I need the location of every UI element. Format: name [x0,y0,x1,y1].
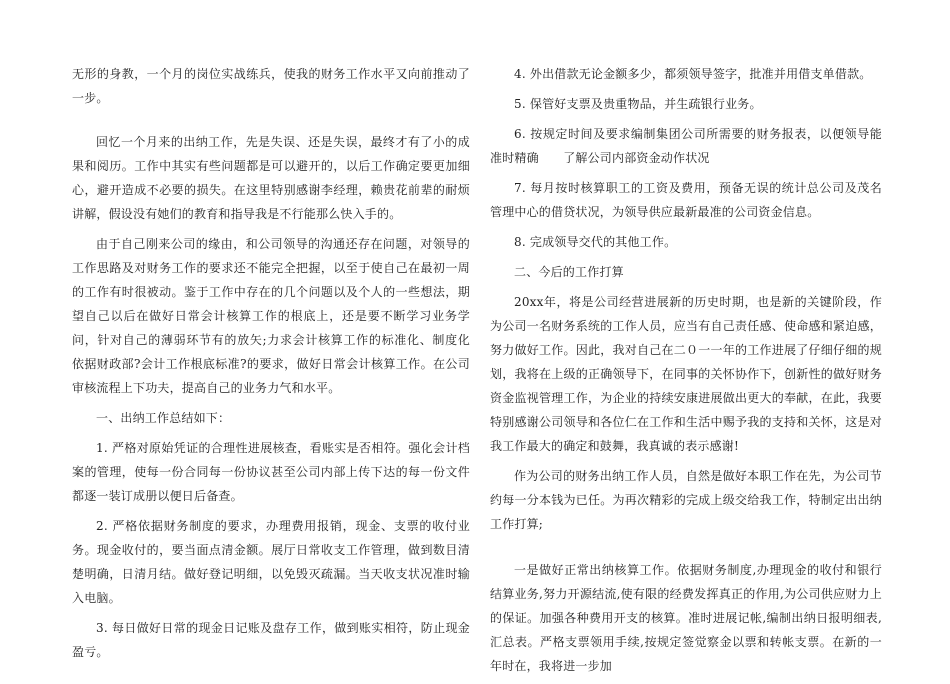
list-item-6: 6. 按规定时间及要求编制集团公司所需要的财务报表，以便领导能准时精确 了解公司内部资金动作状况 [490,127,882,165]
list-item-5: 5. 保管好支票及贵重物品，并生疏银行业务。 [514,97,762,111]
paragraph-review: 回忆一个月来的出纳工作，先是失误、还是失误，最终才有了小的成果和阅历。工作中其实有些问题都是可以避开的，以后工作确定要更加细心，避开造成不必要的损失。在这里特别感谢李经理，赖贵花前辈的耐烦讲解，假设没有她们的教育和指导我是不行能那么快入手的。 [72,135,470,221]
paragraph-reasons: 由于自己刚来公司的缘由，和公司领导的沟通还存在问题，对领导的工作思路及对财务工作的要求还不能完全把握，以至于使自己在最初一周的工作有时很被动。鉴于工作中存在的几个问题以及个人的一些想法，期望自己以后在做好日常会计核算工作的根底上，还是要不断学习业务学问，针对自己的薄弱环节有的放矢;力求会计核算工作的标准化、制度化 依据财政部?会计工作根底标准?的要求，做好日常会计核算工作。在公司审核流程上下功夫，提高自己的业务力气和水平。 [72,237,470,395]
list-item-8: 8. 完成领导交代的其他工作。 [514,235,677,249]
section-heading-plan: 二、今后的工作打算 [514,265,624,279]
left-column [72,62,470,670]
list-item-7: 7. 每月按时核算职工的工资及费用，预备无误的统计总公司及茂名管理中心的借贷状况，为领导供应最新最准的公司资金信息。 [490,181,882,219]
list-item-1: 1. 严格对原始凭证的合理性进展核查，看账实是否相符。强化会计档案的管理，使每一份合同每一份协议甚至公司内部上传下达的每一份文件都逐一装订成册以便日后备查。 [72,441,470,503]
list-item-4: 4. 外出借款无论金额多少，都须领导签字，批准并用借支单借款。 [514,67,872,81]
list-item-2: 2. 严格依据财务制度的要求，办理费用报销，现金、支票的收付业务。现金收付的，要当面点清金额。展厅日常收支工作管理，做到数目清楚明确，日清月结。做好登记明细，以免毁灭疏漏。当天收支状况准时输入电脑。 [72,519,470,605]
right-column [490,62,882,684]
paragraph-intro-end: 无形的身教，一个月的岗位实战练兵，使我的财务工作水平又向前推动了一步。 [72,67,470,105]
list-item-3: 3. 每日做好日常的现金日记账及盘存工作，做到账实相符，防止现金盈亏。 [72,621,470,659]
paragraph-plan-first: 一是做好正常出纳核算工作。依据财务制度,办理现金的收付和银行结算业务,努力开源结流,使有限的经费发挥真正的作用,为公司供应财力上的保证。加强各种费用开支的核算。准时进展记帐,编制出纳日报明细表,汇总表。严格支票领用手续,按规定签觉察金以票和转帐支票。在新的一年时在，我将进一步加 [490,563,882,673]
section-heading-summary: 一、出纳工作总结如下： [96,411,231,425]
paragraph-plan-role: 作为公司的财务出纳工作人员，自然是做好本职工作在先，为公司节约每一分本钱为已任。为再次精彩的完成上级交给我工作，特制定出出纳工作打算; [490,469,882,531]
paragraph-plan-intro: 20xx年，将是公司经营进展新的历史时期，也是新的关键阶段，作为公司一名财务系统的工作人员，应当有自己责任感、使命感和紧迫感，努力做好工作。因此，我对自己在二０一一年的工作进展了仔细仔细的规划，我将在上级的正确领导下，在同事的关怀协作下，创新性的做好财务资金监视管理工作，为企业的持续安康进展做出更大的奉献，在此，我要特别感谢公司领导和各位仁在工作和生活中赐予我的支持和关怀，这是对我工作最大的确定和鼓舞，我真诚的表示感谢! [490,295,882,453]
